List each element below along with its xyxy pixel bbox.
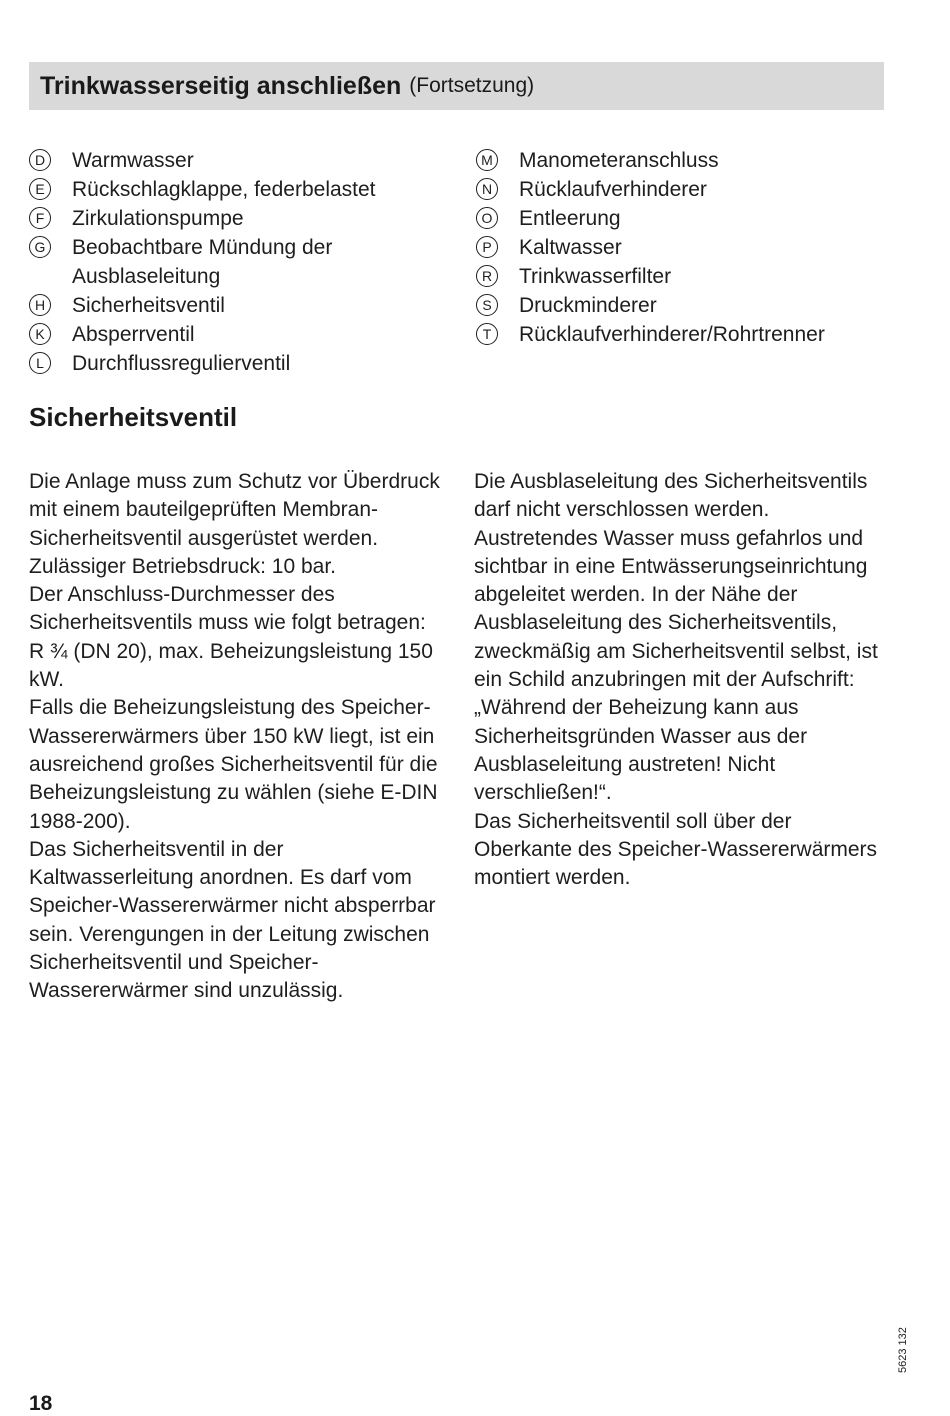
legend-right-column — [476, 146, 896, 349]
paragraph: Die Anlage muss zum Schutz vor Überdruck mit einem bauteilgeprüften Membran-Sicherheitsventil ausgerüstet werden. — [29, 470, 440, 550]
legend-item-text: Rücklaufverhinderer — [519, 178, 707, 201]
legend-item — [476, 204, 896, 233]
legend-item-text: Absperrventil — [72, 323, 195, 346]
section-title: Sicherheitsventil — [29, 402, 238, 432]
legend-item — [29, 146, 449, 175]
paragraph: Falls die Beheizungsleistung des Speicher-Wassererwärmers über 150 kW liegt, ist ein ausreichend großes Sicherheitsventil für die Beheizungsleistung zu wählen (siehe E-DIN 1988-200). — [29, 696, 438, 833]
paragraph: R ¾ (DN 20), max. Beheizungsleistung 150 kW. — [29, 639, 433, 692]
circled-letter-icon: L — [29, 352, 51, 374]
legend-item — [476, 320, 896, 349]
legend-item — [29, 204, 449, 233]
circled-letter-icon: S — [476, 294, 498, 316]
document-number: 5623 132 — [897, 1327, 909, 1373]
legend-item-text: Durchflussregulierventil — [72, 352, 291, 375]
legend-item — [476, 291, 896, 320]
page-number: 18 — [29, 1392, 53, 1415]
legend-item-text: Druckminderer — [519, 294, 657, 317]
paragraph: Das Sicherheitsventil soll über der Oberkante des Speicher-Wassererwärmers montiert werden. — [474, 809, 878, 890]
legend-item — [29, 233, 449, 291]
circled-letter-icon: K — [29, 323, 51, 345]
circled-letter-icon: R — [476, 265, 498, 287]
paragraph: Der Anschluss-Durchmesser des Sicherheitsventils muss wie folgt betragen: — [29, 583, 426, 635]
legend-item-text: Entleerung — [519, 207, 621, 230]
section-header-bar — [29, 62, 884, 110]
legend-item — [29, 349, 449, 378]
body-text-left-column — [29, 468, 449, 1006]
legend-item-text: Beobachtbare Mündung der Ausblaseleitung — [72, 236, 333, 288]
legend-item — [29, 175, 449, 204]
legend-item-text: Warmwasser — [72, 149, 194, 172]
legend-left-column — [29, 146, 449, 378]
legend-item-text: Manometeranschluss — [519, 149, 719, 172]
legend-item — [476, 146, 896, 175]
legend-item — [476, 262, 896, 291]
circled-letter-icon: D — [29, 149, 51, 171]
circled-letter-icon: O — [476, 207, 498, 229]
circled-letter-icon: N — [476, 178, 498, 200]
paragraph: Das Sicherheitsventil in der Kaltwasserleitung anordnen. Es darf vom Speicher-Wassererwärmer nicht absperrbar sein. Verengungen in der Leitung zwischen Sicherheitsventil und Speicher- Wassererwärmer sind unzulässig. — [29, 837, 436, 1003]
legend-item-text: Rückschlagklappe, federbelastet — [72, 178, 376, 201]
legend-item — [476, 175, 896, 204]
legend-item-text: Trinkwasserfilter — [519, 265, 672, 288]
circled-letter-icon: E — [29, 178, 51, 200]
circled-letter-icon: P — [476, 236, 498, 258]
paragraph: Zulässiger Betriebsdruck: 10 bar. — [29, 554, 336, 578]
legend-item — [29, 291, 449, 320]
body-text-right-column — [474, 468, 894, 892]
circled-letter-icon: T — [476, 323, 498, 345]
circled-letter-icon: G — [29, 236, 51, 258]
circled-letter-icon: F — [29, 207, 51, 229]
legend-item-text: Zirkulationspumpe — [72, 207, 244, 230]
page-heading: Trinkwasserseitig anschließen — [40, 71, 402, 100]
circled-letter-icon: M — [476, 149, 498, 171]
circled-letter-icon: H — [29, 294, 51, 316]
legend-item-text: Sicherheitsventil — [72, 294, 225, 317]
legend-item — [29, 320, 449, 349]
paragraph: Die Ausblaseleitung des Sicherheitsventils darf nicht verschlossen werden. Austretendes Wasser muss gefahrlos und sichtbar in eine Entwässerungseinrichtung abgeleitet werden. In der Nähe der Ausblaseleitung des Sicherheitsventils, zweckmäßig am Sicherheitsventil selbst, ist ein Schild anzubringen mit der Aufschrift: „Während der Beheizung kann aus Sicherheitsgründen Wasser aus der Ausblaseleitung austreten! Nicht verschließen!“. — [474, 470, 878, 805]
legend-item-text: Kaltwasser — [519, 236, 622, 259]
legend-item — [476, 233, 896, 262]
page-heading-continuation: (Fortsetzung) — [409, 74, 535, 97]
legend-item-text: Rücklaufverhinderer/Rohrtrenner — [519, 323, 825, 346]
